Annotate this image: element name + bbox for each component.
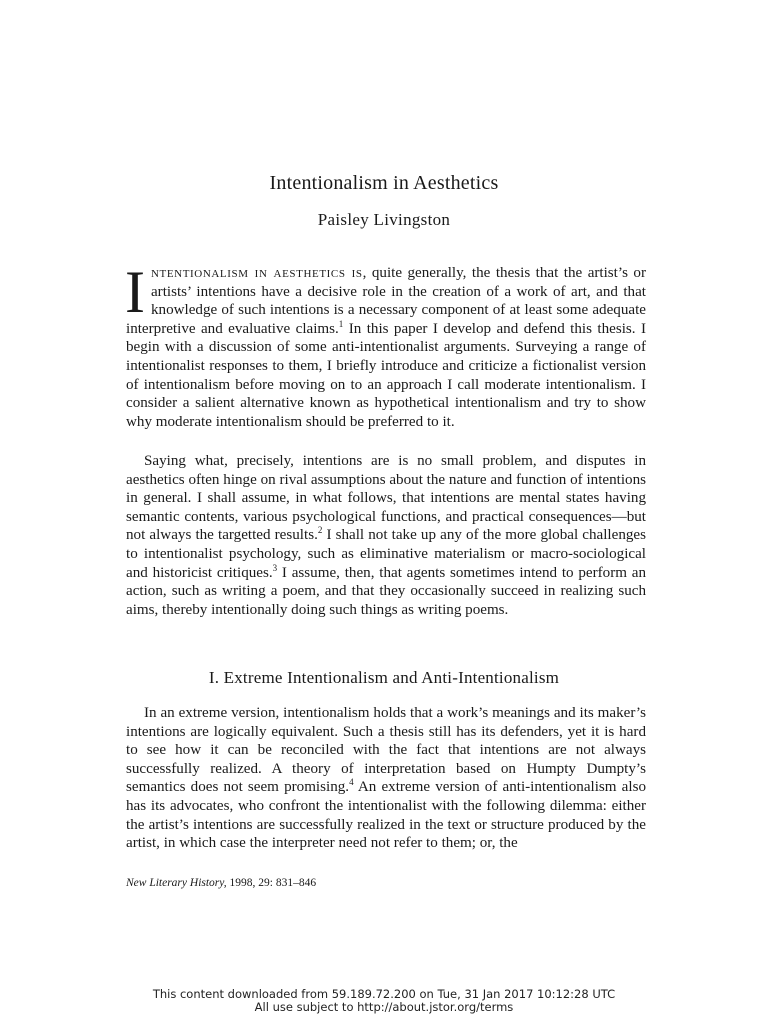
- intro-text: , quite generally, the thesis that the artist’s or artists’ intentions have a decisive role in the creation of a work of art, and that knowledge of such intentions is a necessary component of at least some adequate interpretive and evaluative claims.: [126, 265, 646, 337]
- section-paragraph-text-2: An extreme version of anti-intentionalism also has its advocates, who confront the intentionalist with the following dilemma: either the artist’s intentions are successfully realized in the text or structure produced by the artist, in which case the interpreter need not refer to them; or, the: [126, 779, 646, 852]
- intro-paragraph: [125, 259, 646, 431]
- second-paragraph: [126, 452, 646, 619]
- footnote-marker-4[interactable]: 4: [349, 777, 354, 788]
- footnote-marker-2[interactable]: 2: [317, 525, 323, 536]
- second-paragraph-text-2: I shall not take up any of the more global challenges to intentionalist psychology, such as eliminative materialism or macro-sociological and historicist critiques.: [126, 527, 646, 581]
- second-paragraph-text: Saying what, precisely, intentions are is no small problem, and disputes in aesthetics often hinge on rival assumptions about the nature and function of intentions in general. I shall assume, in what follows, that intentions are mental states having semantic contents, various psychological functions, and practical consequences—but not always the targetted results.: [126, 453, 646, 544]
- intro-smallcaps-lead: ntentionalism in aesthetics is: [150, 265, 363, 281]
- second-paragraph-text-3: I assume, then, that agents sometimes intend to perform an action, such as writing a poem, and that they occasionally succeed in realizing such aims, thereby intentionally doing such things as writing poems.: [126, 564, 647, 618]
- citation-details: 1998, 29: 831–846: [226, 877, 317, 889]
- download-notice: [0, 988, 768, 1014]
- intro-text-continued: In this paper I develop and defend this thesis. I begin with a discussion of some anti-intentionalist arguments. Surveying a range of intentionalist responses to them, I briefly introduce and criticize a fictionalist version of intentionalism before moving on to an approach I call moderate intentionalism. I consider a salient alternative known as hypothetical intentionalism and try to show why moderate intentionalism should be preferred to it.: [126, 320, 646, 430]
- download-notice-line-1: This content downloaded from 59.189.72.200 on Tue, 31 Jan 2017 10:12:28 UTC: [152, 987, 616, 1001]
- section-paragraph: [126, 704, 646, 853]
- footnote-marker-3[interactable]: 3: [272, 562, 278, 573]
- footnote-marker-1[interactable]: 1: [338, 318, 344, 329]
- article-title: Intentionalism in Aesthetics: [269, 172, 499, 194]
- section-heading: I. Extreme Intentionalism and Anti-Intentionalism: [208, 668, 560, 687]
- terms-link[interactable]: All use subject to http://about.jstor.org/terms: [254, 1000, 514, 1014]
- section-paragraph-text: In an extreme version, intentionalism holds that a work’s meanings and its maker’s intentions are logically equivalent. Such a thesis still has its defenders, yet it is hard to see how it can be reconciled with the fact that intentions are not always successfully realized. A theory of interpretation based on Humpty Dumpty’s semantics does not seem promising.: [126, 705, 646, 796]
- journal-name: New Literary History,: [126, 877, 227, 889]
- drop-cap-letter: I: [125, 259, 145, 325]
- author-name: Paisley Livingston: [317, 210, 451, 229]
- journal-citation: [126, 877, 316, 889]
